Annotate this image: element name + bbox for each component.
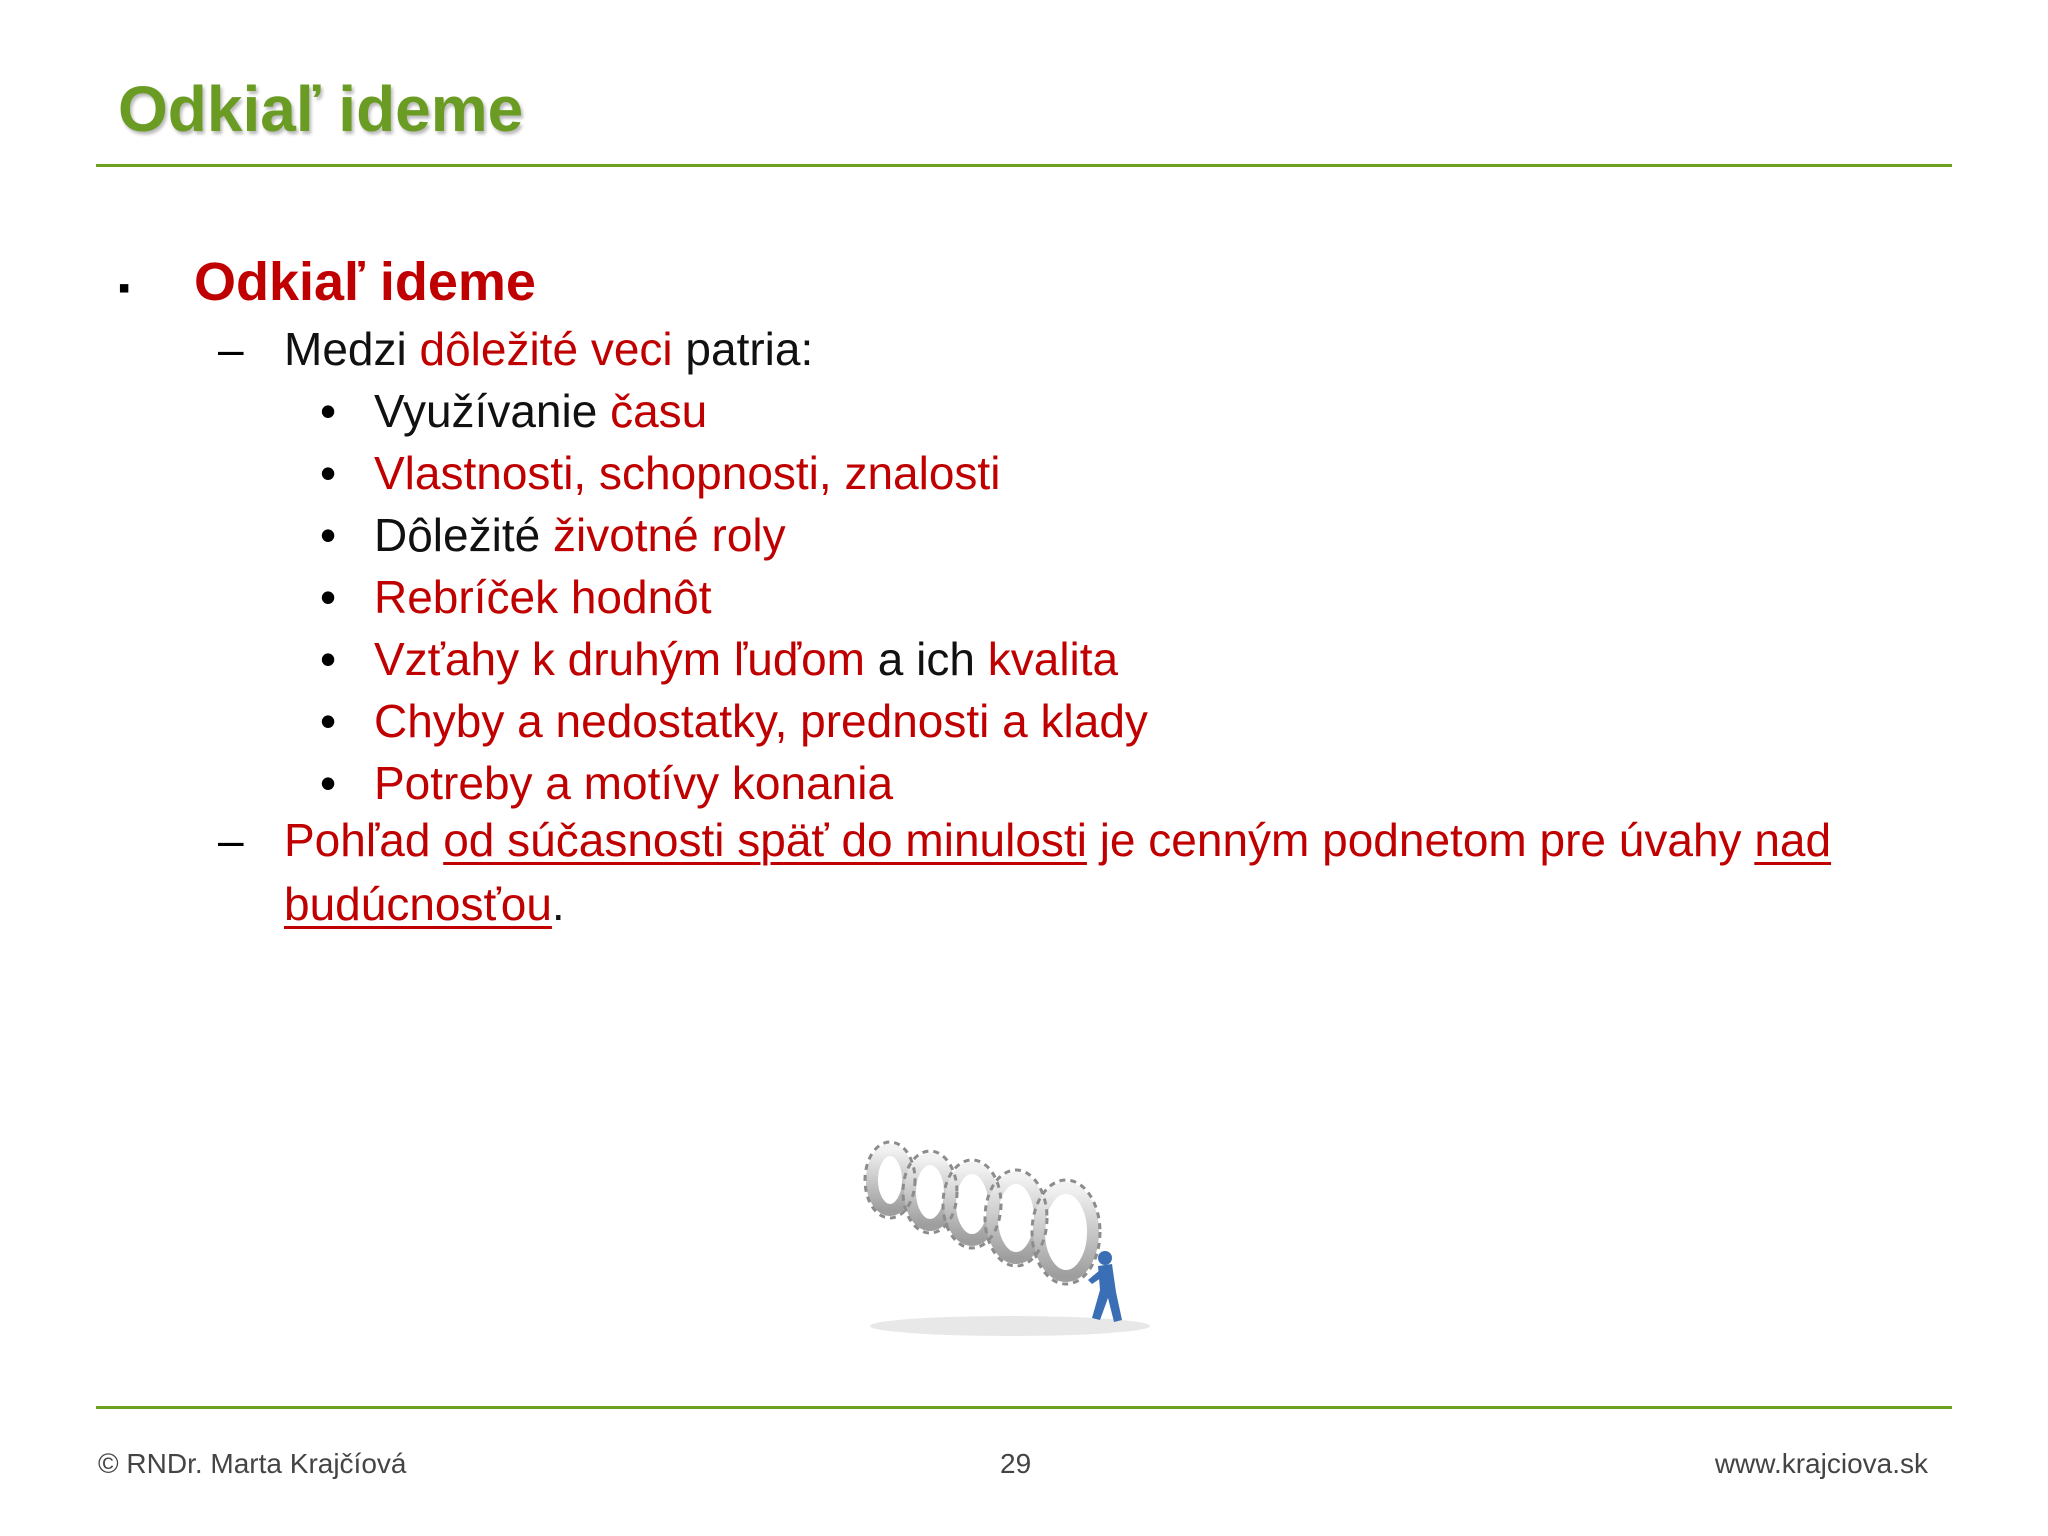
page-number: 29: [1000, 1448, 1032, 1479]
item-red: Rebríček hodnôt: [374, 571, 712, 623]
item-red: Potreby a motívy konania: [374, 757, 894, 809]
dot-bullet-icon: •: [320, 633, 337, 685]
closing-p3: .: [551, 878, 565, 930]
item-black: Využívanie: [374, 385, 611, 437]
title-divider: [96, 164, 1952, 167]
dot-bullet-icon: •: [320, 385, 337, 437]
item-red: Vzťahy k druhým ľuďom: [374, 633, 865, 685]
closing-underline-2: nad budúcnosťou: [284, 814, 1832, 930]
item-red: životné roly: [552, 509, 786, 561]
item-red: kvalita: [987, 633, 1119, 685]
dot-bullet-icon: •: [320, 695, 337, 747]
dot-bullet-icon: •: [320, 571, 337, 623]
footer-divider: [96, 1406, 1952, 1409]
intro-highlight: dôležité veci: [419, 323, 673, 375]
item-red: času: [610, 385, 708, 437]
closing-underline-1: od súčasnosti späť do minulosti: [443, 814, 1087, 866]
item-red: Chyby a nedostatky, prednosti a klady: [374, 695, 1148, 747]
item-black: Dôležité: [374, 509, 553, 561]
dot-bullet-icon: •: [320, 757, 337, 809]
slide-title: Odkiaľ ideme: [118, 73, 524, 145]
intro-before: Medzi: [284, 323, 420, 375]
item-red: Vlastnosti, schopnosti, znalosti: [374, 447, 1001, 499]
item-black: a ich: [865, 633, 988, 685]
square-bullet-icon: ▪: [118, 269, 131, 307]
dot-bullet-icon: •: [320, 509, 337, 561]
footer-website: www.krajciova.sk: [1714, 1448, 1928, 1479]
dash-bullet-icon: –: [218, 323, 244, 375]
dash-bullet-icon: –: [218, 814, 244, 866]
closing-p2: je cenným podnetom pre úvahy: [1086, 814, 1755, 866]
closing-p1: Pohľad: [284, 814, 444, 866]
section-heading: Odkiaľ ideme: [194, 252, 536, 312]
intro-after: patria:: [672, 323, 814, 375]
gears-pushed-by-man-icon: [860, 1130, 1150, 1340]
dot-bullet-icon: •: [320, 447, 337, 499]
footer-author: © RNDr. Marta Krajčíová: [98, 1448, 407, 1479]
